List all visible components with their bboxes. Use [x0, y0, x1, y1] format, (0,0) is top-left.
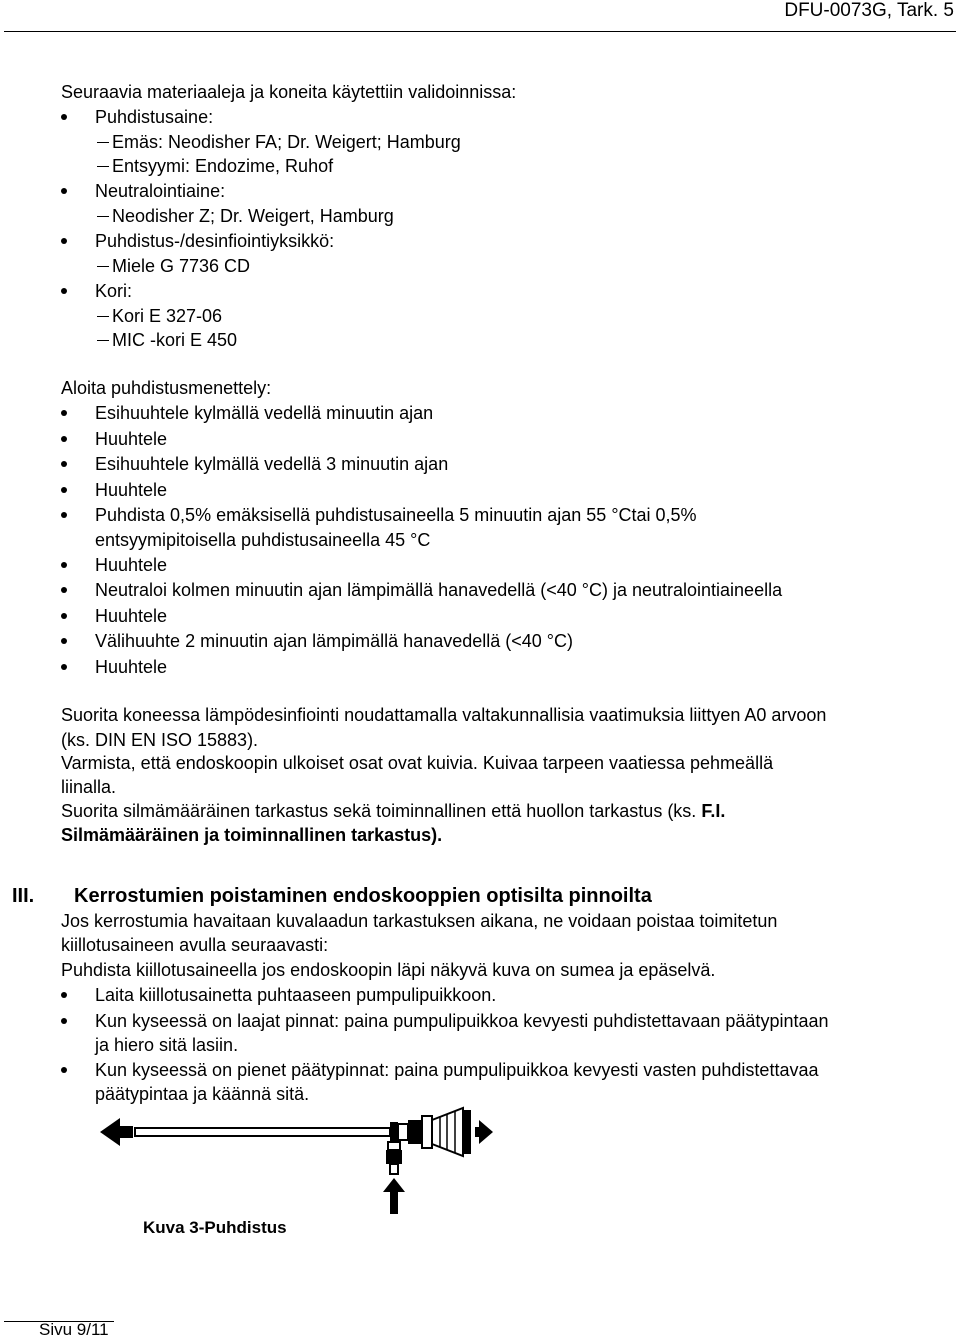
bullet-icon: [61, 436, 67, 442]
section-title: Kerrostumien poistaminen endoskooppien optisilta pinnoilta: [74, 885, 652, 907]
inspection-reference-title: Silmämääräinen ja toiminnallinen tarkastus).: [61, 825, 443, 845]
bullet-icon: [61, 638, 67, 644]
left-arrow-icon: [100, 1118, 133, 1146]
procedure-step: Esihuuhtele kylmällä vedellä minuutin ajan: [95, 403, 434, 423]
procedure-step: Huuhtele: [95, 555, 168, 575]
basket-label: Kori:: [95, 281, 133, 301]
paragraph-line: (ks. DIN EN ISO 15883).: [61, 730, 259, 750]
section-number: III.: [12, 885, 35, 907]
dash-icon: [97, 166, 109, 167]
header-divider: [4, 31, 956, 32]
light-post: [390, 1164, 398, 1174]
materials-intro: Seuraavia materiaaleja ja koneita käytettiin validoinnissa:: [61, 82, 517, 102]
instruction-step: Laita kiillotusainetta puhtaaseen pumpulipuikkoon.: [95, 985, 497, 1005]
instruction-step: Kun kyseessä on pienet päätypinnat: paina pumpulipuikkoa kevyesti vasten puhdistettavaa: [95, 1060, 819, 1080]
procedure-step: Neutraloi kolmen minuutin ajan lämpimällä hanavedellä (<40 °C) ja neutralointiaineella: [95, 580, 783, 600]
bullet-icon: [61, 664, 67, 670]
procedure-step: Esihuuhtele kylmällä vedellä 3 minuutin ajan: [95, 454, 449, 474]
dash-icon: [97, 316, 109, 317]
instruction-step: Kun kyseessä on laajat pinnat: paina pumpulipuikkoa kevyesti puhdistettavaan päätypintaan: [95, 1011, 829, 1031]
paragraph-line: Varmista, että endoskoopin ulkoiset osat ovat kuivia. Kuivaa tarpeen vaatiessa pehmeällä: [61, 753, 774, 773]
endoscope-connector: [390, 1122, 398, 1142]
dash-icon: [97, 340, 109, 341]
bullet-icon: [61, 114, 67, 120]
bullet-icon: [61, 461, 67, 467]
paragraph-line: liinalla.: [61, 777, 117, 797]
dash-icon: [97, 142, 109, 143]
washer-item: Miele G 7736 CD: [112, 256, 251, 276]
up-arrow-icon: [383, 1178, 405, 1214]
cleaner-enzyme: Entsyymi: Endozime, Ruhof: [112, 156, 334, 176]
document-code: DFU-0073G, Tark. 5: [784, 0, 954, 21]
inspection-text: Suorita silmämääräinen tarkastus sekä toiminnallinen että huollon tarkastus (ks.: [61, 801, 702, 821]
inspection-reference: F.I.: [701, 801, 726, 821]
endoscope-with-arrows-illustration: [95, 1106, 495, 1216]
paragraph-line: Jos kerrostumia havaitaan kuvalaadun tarkastuksen aikana, ne voidaan poistaa toimitetun: [61, 911, 778, 931]
dash-icon: [97, 216, 109, 217]
procedure-step: Puhdista 0,5% emäksisellä puhdistusaineella 5 minuutin ajan 55 °Ctai 0,5%: [95, 505, 697, 525]
basket-item: Kori E 327-06: [112, 306, 223, 326]
right-arrow-icon: [475, 1120, 493, 1144]
endoscope-connector: [398, 1124, 408, 1140]
procedure-step: Huuhtele: [95, 480, 168, 500]
bullet-icon: [61, 613, 67, 619]
cleaner-label: Puhdistusaine:: [95, 107, 214, 127]
bullet-icon: [61, 288, 67, 294]
endoscope-shaft: [135, 1128, 390, 1136]
procedure-step: Huuhtele: [95, 657, 168, 677]
bullet-icon: [61, 1018, 67, 1024]
cleaner-base: Emäs: Neodisher FA; Dr. Weigert; Hamburg: [112, 132, 461, 152]
endoscope-eyepiece-rim: [463, 1110, 471, 1154]
bullet-icon: [61, 238, 67, 244]
procedure-step: Huuhtele: [95, 606, 168, 626]
paragraph-line: Puhdista kiillotusaineella jos endoskoopin läpi näkyvä kuva on sumea ja epäselvä.: [61, 960, 716, 980]
neutralizer-label: Neutralointiaine:: [95, 181, 226, 201]
dash-icon: [97, 266, 109, 267]
neutralizer-item: Neodisher Z; Dr. Weigert, Hamburg: [112, 206, 394, 226]
paragraph-line: Suorita koneessa lämpödesinfiointi noudattamalla valtakunnallisia vaatimuksia liittyen A0 arvoon: [61, 705, 827, 725]
bullet-icon: [61, 188, 67, 194]
instruction-step-continuation: päätypintaa ja käännä sitä.: [95, 1084, 310, 1104]
bullet-icon: [61, 512, 67, 518]
light-post: [386, 1150, 402, 1164]
bullet-icon: [61, 410, 67, 416]
endoscope-body: [422, 1116, 432, 1148]
endoscope-body: [408, 1120, 422, 1144]
paragraph-line: [61, 799, 725, 823]
instruction-step-continuation: ja hiero sitä lasiin.: [95, 1035, 239, 1055]
figure-caption: Kuva 3-Puhdistus: [143, 1218, 287, 1237]
bullet-icon: [61, 1067, 67, 1073]
basket-item: MIC -kori E 450: [112, 330, 238, 350]
bullet-icon: [61, 587, 67, 593]
bullet-icon: [61, 487, 67, 493]
washer-label: Puhdistus-/desinfiointiyksikkö:: [95, 231, 335, 251]
procedure-step: Välihuuhte 2 minuutin ajan lämpimällä hanavedellä (<40 °C): [95, 631, 573, 651]
bullet-icon: [61, 562, 67, 568]
procedure-step-continuation: entsyymipitoisella puhdistusaineella 45 °C: [95, 530, 431, 550]
procedure-intro: Aloita puhdistusmenettely:: [61, 378, 272, 398]
light-post: [388, 1142, 400, 1150]
paragraph-line: kiillotusaineen avulla seuraavasti:: [61, 935, 329, 955]
procedure-step: Huuhtele: [95, 429, 168, 449]
page-number: Sivu 9/11: [39, 1320, 109, 1339]
bullet-icon: [61, 992, 67, 998]
